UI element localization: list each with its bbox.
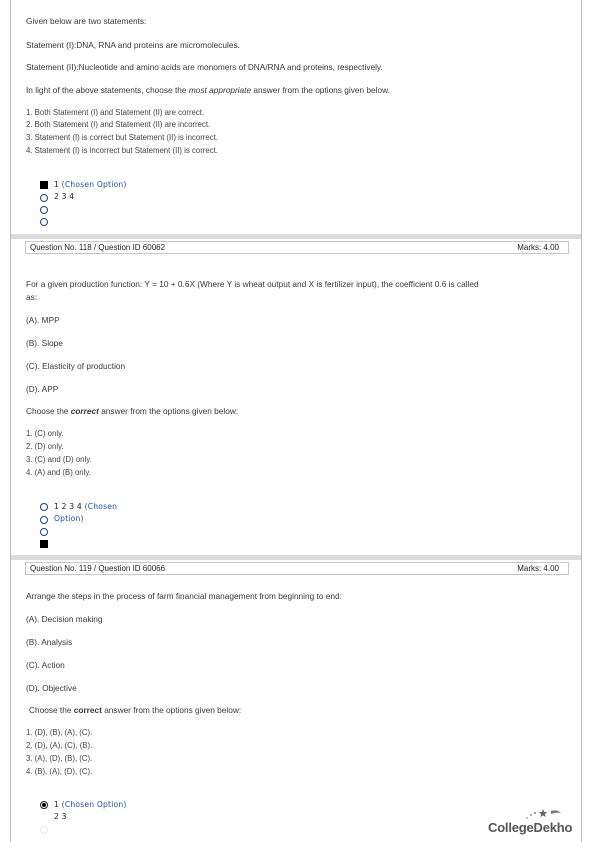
q119-choose-text: Choose the correct answer from the options given below: (29, 705, 242, 715)
collegedekho-logo: CollegeDekho (488, 820, 573, 835)
q118-chosen-square[interactable] (40, 540, 48, 548)
answer-line-1: 1 (Chosen Option) (54, 180, 127, 189)
q119-item-a: (A). Decision making (26, 614, 103, 624)
star-burst-icon (523, 808, 563, 820)
question-118-id: Question No. 118 / Question ID 60062 (30, 243, 166, 252)
q119-radio-faint[interactable] (40, 826, 48, 834)
q119-choose-emphasis: correct (73, 705, 102, 715)
q119-item-c: (C). Action (26, 660, 65, 670)
q118-answer-line-1: 1 2 3 4 (Chosen (54, 502, 118, 511)
exam-page (10, 0, 582, 842)
radio-option-4[interactable] (40, 218, 48, 226)
question-119-id: Question No. 119 / Question ID 60066 (30, 564, 166, 573)
statement-2: Statement (II):Nucleotide and amino acids are monomers of DNA/RNA and proteins, respectively. (26, 62, 383, 72)
q118-radio-2[interactable] (40, 516, 48, 524)
answer-line-2: 2 3 4 (54, 192, 75, 201)
chosen-option-square[interactable] (40, 181, 48, 189)
given-statements-text: Given below are two statements: (26, 16, 147, 26)
chosen-label: (Chosen Option) (61, 180, 127, 189)
q118-radio-1[interactable] (40, 503, 48, 511)
option-1: 1. Both Statement (I) and Statement (II) are correct. (26, 108, 205, 117)
question-119-marks: Marks: 4.00 (517, 564, 559, 573)
q119-answer-line-2: 2 3 (54, 812, 67, 821)
q118-option-2: 2. (D) only. (26, 442, 64, 451)
q119-option-2: 2. (D), (A), (C), (B). (26, 741, 93, 750)
question-118-header (25, 241, 569, 254)
q119-option-3: 3. (A), (D), (B), (C). (26, 754, 93, 763)
q119-radio-1-selected[interactable] (40, 801, 48, 809)
q118-option-4: 4. (A) and (B) only. (26, 468, 91, 477)
radio-option-2[interactable] (40, 194, 48, 202)
q118-choose-text: Choose the correct answer from the options given below: (26, 406, 239, 416)
option-3: 3. Statement (I) is correct but Statement (II) is incorrect. (26, 133, 218, 142)
statement-1: Statement (I):DNA, RNA and proteins are micromolecules. (26, 40, 240, 50)
q118-option-3: 3. (C) and (D) only. (26, 455, 92, 464)
q119-option-4: 4. (B), (A), (D), (C). (26, 767, 93, 776)
question-119-header (25, 562, 569, 575)
q119-stem: Arrange the steps in the process of farm financial management from beginning to end: (26, 591, 342, 601)
q118-radio-3[interactable] (40, 528, 48, 536)
question-separator (11, 555, 581, 560)
radio-option-3[interactable] (40, 206, 48, 214)
question-separator (11, 234, 581, 239)
q118-choose-emphasis: correct (70, 406, 99, 416)
q118-item-b: (B). Slope (26, 338, 63, 348)
option-2: 2. Both Statement (I) and Statement (II) are incorrect. (26, 120, 211, 129)
q118-option-1: 1. (C) only. (26, 429, 64, 438)
q118-stem-line-2: as: (26, 292, 38, 302)
q119-chosen-label: (Chosen Option) (61, 800, 127, 809)
q118-item-d: (D). APP (26, 384, 59, 394)
instruction-text: In light of the above statements, choose the most appropriate answer from the options given below. (26, 85, 390, 95)
question-118-marks: Marks: 4.00 (517, 243, 559, 252)
q119-item-d: (D). Objective (26, 683, 77, 693)
q119-answer-line-1: 1 (Chosen Option) (54, 800, 127, 809)
q118-item-a: (A). MPP (26, 315, 60, 325)
instruction-emphasis: most appropriate (188, 85, 252, 95)
q118-chosen-label-2: Option) (54, 514, 84, 523)
q119-option-1: 1. (D), (B), (A), (C). (26, 728, 93, 737)
q118-item-c: (C). Elasticity of production (26, 361, 126, 371)
q118-chosen-label-1: (Chosen (84, 502, 118, 511)
option-4: 4. Statement (I) is incorrect but Statement (II) is correct. (26, 146, 218, 155)
q119-item-b: (B). Analysis (26, 637, 73, 647)
q118-stem-line-1: For a given production function: Y = 10 + 0.6X (Where Y is wheat output and X is fertilizer input), the coefficient 0.6 is called (26, 279, 479, 289)
